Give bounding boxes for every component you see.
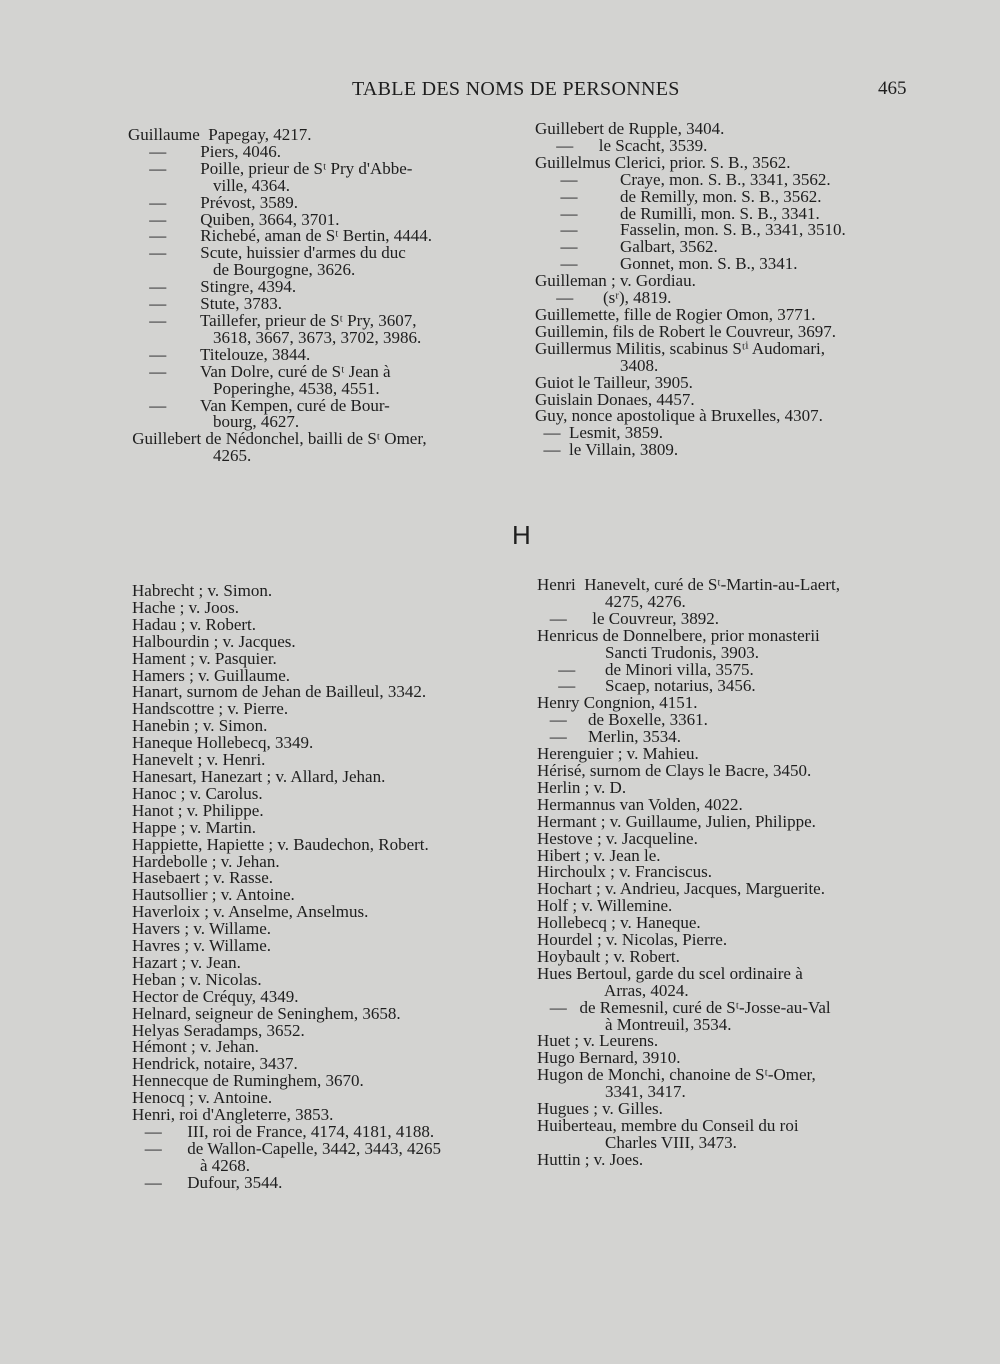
index-entry-line: Hourdel ; v. Nicolas, Pierre. [537,930,728,950]
index-column-bottom-left [132,583,524,1192]
index-entry-line: Hochart ; v. Andrieu, Jacques, Marguerite. [537,879,825,899]
index-entry-line: bourg, 4627. [128,412,300,432]
index-entry-line: à Montreuil, 3534. [537,1014,732,1034]
index-entry-line: Guillebert de Nédonchel, bailli de Sᵗ Omer, [128,429,427,449]
index-entry-line: Guillermus Militis, scabinus Sᵗⁱ Audomari, [535,338,826,358]
index-entry-line: — de Minori villa, 3575. [537,659,754,679]
index-entry-line: Helyas Seradamps, 3652. [132,1020,305,1040]
index-column-top-left [128,127,520,465]
index-entry-line: Handscottre ; v. Pierre. [132,699,289,719]
index-entry-line: 3618, 3667, 3673, 3702, 3986. [128,327,422,347]
index-entry-line: Henri Hanevelt, curé de Sᵗ-Martin-au-Laert, [537,575,840,594]
index-entry-line: Hémont ; v. Jehan. [132,1037,259,1057]
index-entry-line: — Merlin, 3534. [537,727,682,747]
index-entry-line: Halbourdin ; v. Jacques. [132,631,296,651]
index-entry-line: Guillemette, fille de Rogier Omon, 3771. [535,304,816,324]
index-entry-line: — Dufour, 3544. [132,1172,283,1192]
index-entry-line: Huttin ; v. Joes. [537,1149,644,1169]
section-letter-heading: H [512,520,531,550]
index-entry-line: Henri, roi d'Angleterre, 3853. [132,1105,334,1125]
index-entry-line: Havers ; v. Willame. [132,919,272,939]
index-entry-line: Helnard, seigneur de Seninghem, 3658. [132,1003,401,1023]
index-entry-line: 4265. [128,446,252,466]
index-entry-line: — le Couvreur, 3892. [537,608,720,628]
index-entry-line: — Richebé, aman de Sᵗ Bertin, 4444. [128,226,433,246]
index-entry-line: Hanoc ; v. Carolus. [132,783,263,803]
index-entry-line: Guy, nonce apostolique à Bruxelles, 4307. [535,406,823,426]
index-entry-line: 4275, 4276. [537,591,686,611]
index-entry-line: Herlin ; v. D. [537,777,627,797]
index-entry-line: — Scaep, notarius, 3456. [537,676,756,696]
index-entry-line: Charles VIII, 3473. [537,1132,737,1152]
page-number: 465 [878,78,907,99]
index-entry-line: — de Wallon-Capelle, 3442, 3443, 4265 [132,1138,441,1158]
index-entry-line: Happe ; v. Martin. [132,817,257,837]
index-entry-line: — Piers, 4046. [128,141,281,161]
index-entry-line: Heban ; v. Nicolas. [132,969,262,989]
index-entry-line: — Gonnet, mon. S. B., 3341. [535,254,798,274]
index-entry-line: Holf ; v. Willemine. [537,896,673,916]
index-entry-line: Hamers ; v. Guillaume. [132,665,290,685]
index-entry-line: Habrecht ; v. Simon. [132,581,273,600]
index-entry-line: 3408. [535,355,659,375]
index-entry-line: Haneque Hollebecq, 3349. [132,733,314,753]
index-entry-line: — Taillefer, prieur de Sᵗ Pry, 3607, [128,310,417,330]
index-entry-line: Hament ; v. Pasquier. [132,648,277,668]
running-header-title: TABLE DES NOMS DE PERSONNES [352,78,680,100]
index-entry-line: — de Remesnil, curé de Sᵗ-Josse-au-Val [537,997,831,1017]
index-entry-line: Hestove ; v. Jacqueline. [537,828,698,848]
index-entry-line: Hugo Bernard, 3910. [537,1048,681,1068]
index-entry-line: Hector de Créquy, 4349. [132,986,299,1006]
index-entry-line: Happiette, Hapiette ; v. Baudechon, Robert. [132,834,429,854]
index-entry-line: Guillebert de Rupple, 3404. [535,119,725,138]
index-entry-line: Hendrick, notaire, 3437. [132,1054,298,1074]
index-entry-line: Hazart ; v. Jean. [132,952,241,972]
index-entry-line: Hugon de Monchi, chanoine de Sᵗ-Omer, [537,1065,816,1085]
index-entry-line: Henry Congnion, 4151. [537,693,698,713]
index-entry-line: Haverloix ; v. Anselme, Anselmus. [132,902,369,922]
index-entry-line: Guislain Donaes, 4457. [535,389,695,409]
index-entry-line: Hérisé, surnom de Clays le Bacre, 3450. [537,760,812,780]
index-entry-line: — Fasselin, mon. S. B., 3341, 3510. [535,220,846,240]
index-entry-line: ville, 4364. [128,175,290,195]
index-entry-line: — de Rumilli, mon. S. B., 3341. [535,203,820,223]
index-entry-line: Hanot ; v. Philippe. [132,800,264,820]
index-entry-line: — de Remilly, mon. S. B., 3562. [535,186,822,206]
index-entry-line: — Van Dolre, curé de Sᵗ Jean à [128,361,391,381]
index-entry-line: Hasebaert ; v. Rasse. [132,868,273,888]
index-entry-line: à 4268. [132,1155,251,1175]
index-entry-line: Herenguier ; v. Mahieu. [537,744,699,764]
index-entry-line: Hache ; v. Joos. [132,597,240,617]
index-entry-line: Hugues ; v. Gilles. [537,1099,663,1119]
index-entry-line: — (sʳ), 4819. [535,288,672,308]
index-entry-line: — le Scacht, 3539. [535,135,708,155]
index-entry-line: Huiberteau, membre du Conseil du roi [537,1116,799,1135]
index-entry-line: — III, roi de France, 4174, 4181, 4188. [132,1122,435,1141]
index-entry-line: Hues Bertoul, garde du scel ordinaire à [537,963,803,983]
index-entry-line: Hadau ; v. Robert. [132,614,257,634]
index-entry-line: Hollebecq ; v. Haneque. [537,913,701,933]
index-column-top-right [535,121,927,459]
index-column-bottom-right [537,577,929,1169]
index-entry-line: Guillemin, fils de Robert le Couvreur, 3697. [535,321,837,341]
index-entry-line: Henocq ; v. Antoine. [132,1088,273,1108]
index-entry-line: de Bourgogne, 3626. [128,260,356,280]
index-entry-line: — le Villain, 3809. [535,440,679,460]
index-entry-line: — Poille, prieur de Sᵗ Pry d'Abbe- [128,158,413,178]
index-entry-line: — de Boxelle, 3361. [537,710,708,730]
index-entry-line: Huet ; v. Leurens. [537,1031,659,1051]
index-entry-line: Hanart, surnom de Jehan de Bailleul, 3342. [132,682,427,702]
index-entry-line: Hirchoulx ; v. Franciscus. [537,862,713,882]
index-entry-line: Hardebolle ; v. Jehan. [132,851,280,871]
index-entry-line: Hermannus van Volden, 4022. [537,794,743,814]
index-entry-line: — Quiben, 3664, 3701. [128,209,340,229]
index-entry-line: Hautsollier ; v. Antoine. [132,885,295,905]
index-entry-line: Hanevelt ; v. Henri. [132,750,266,770]
index-entry-line: Arras, 4024. [537,980,689,1000]
index-entry-line: Havres ; v. Willame. [132,936,272,956]
index-entry-line: — Galbart, 3562. [535,237,718,257]
index-entry-line: — Lesmit, 3859. [535,423,663,443]
index-entry-line: Hennecque de Ruminghem, 3670. [132,1071,364,1091]
index-entry-line: Hibert ; v. Jean le. [537,845,661,865]
index-entry-line: — Titelouze, 3844. [128,344,311,364]
index-entry-line: — Prévost, 3589. [128,192,298,212]
index-entry-line: Hanebin ; v. Simon. [132,716,268,736]
index-entry-line: 3341, 3417. [537,1082,686,1102]
index-entry-line: Sancti Trudonis, 3903. [537,642,759,662]
index-entry-line: Guillelmus Clerici, prior. S. B., 3562. [535,152,791,172]
index-entry-line: Henricus de Donnelbere, prior monasterii [537,625,820,645]
index-entry-line: Guilleman ; v. Gordiau. [535,271,696,291]
index-entry-line: — Stute, 3783. [128,294,282,314]
index-entry-line: Guillaume Papegay, 4217. [128,125,312,144]
index-entry-line: — Craye, mon. S. B., 3341, 3562. [535,169,831,189]
index-entry-line: Hermant ; v. Guillaume, Julien, Philippe. [537,811,816,831]
index-entry-line: — Van Kempen, curé de Bour- [128,395,390,415]
index-entry-line: Poperinghe, 4538, 4551. [128,378,380,398]
index-entry-line: — Stingre, 4394. [128,277,297,297]
index-entry-line: Hanesart, Hanezart ; v. Allard, Jehan. [132,766,386,786]
index-entry-line: — Scute, huissier d'armes du duc [128,243,406,263]
index-entry-line: Guiot le Tailleur, 3905. [535,372,693,392]
index-entry-line: Hoybault ; v. Robert. [537,946,680,966]
